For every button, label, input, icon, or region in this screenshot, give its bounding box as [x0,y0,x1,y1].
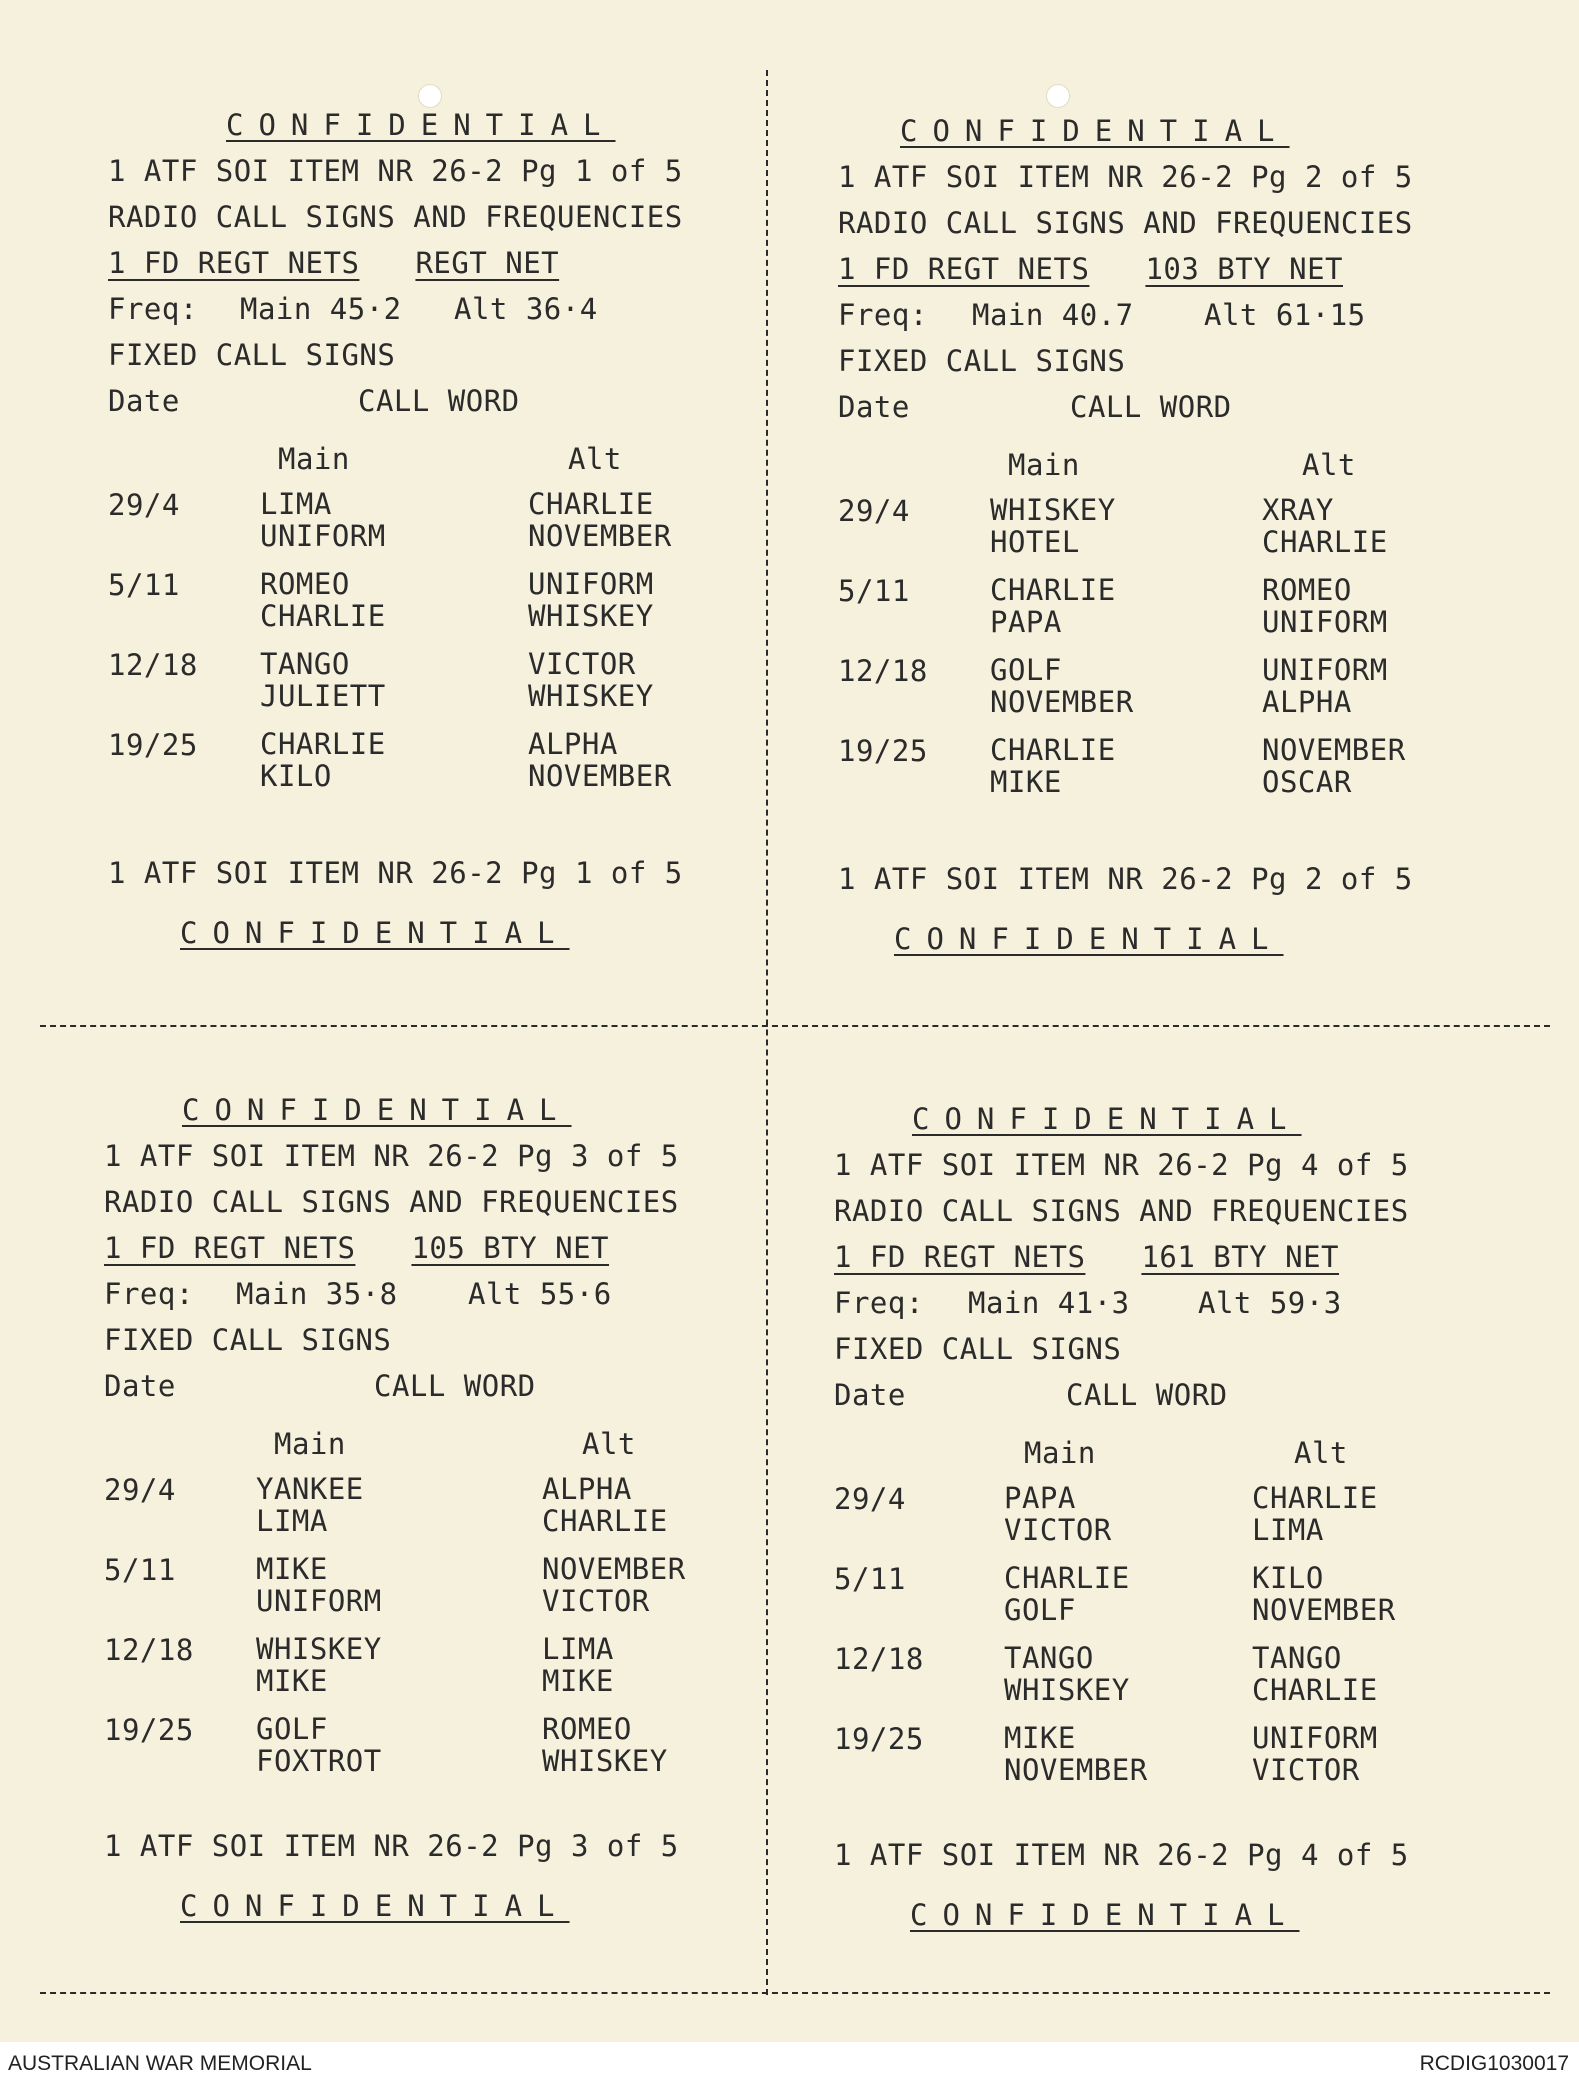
net-line [108,246,559,280]
record-id: RCDIG1030017 [1419,2052,1569,2075]
confidential-heading-bottom: CONFIDENTIAL [180,1889,570,1923]
date-cell: 29/4 [108,488,180,522]
page-title: RADIO CALL SIGNS AND FREQUENCIES [838,206,1413,240]
alt-call-cell: KILO NOVEMBER [1252,1561,1396,1627]
fixed-call-signs-label: FIXED CALL SIGNS [108,338,396,372]
confidential-heading-bottom: CONFIDENTIAL [894,922,1284,956]
table-row [834,1642,1514,1712]
alt-call-cell: LIMA MIKE [542,1632,614,1698]
net-name: 161 BTY NET [1141,1240,1339,1274]
table-row [838,734,1518,804]
freq-label: Freq: [108,292,198,326]
page-title: RADIO CALL SIGNS AND FREQUENCIES [104,1185,679,1219]
date-cell: 29/4 [838,494,910,528]
table-row [108,568,788,638]
table-row [108,488,788,558]
date-cell: 29/4 [104,1473,176,1507]
date-header: Date [834,1378,906,1412]
alt-header: Alt [1294,1436,1348,1470]
date-header: Date [108,384,180,418]
freq-label: Freq: [838,298,928,332]
net-name: 105 BTY NET [411,1231,609,1265]
table-row [104,1473,784,1543]
freq-alt: Alt 61·15 [1204,298,1366,332]
freq-main: Main 41·3 [968,1286,1130,1320]
call-word-header: CALL WORD [1066,1378,1228,1412]
net-line [838,252,1343,286]
table-row [834,1562,1514,1632]
main-call-cell: CHARLIE PAPA [990,573,1116,639]
table-row [834,1482,1514,1552]
soi-item-line-bottom: 1 ATF SOI ITEM NR 26-2 Pg 2 of 5 [838,862,1413,896]
main-header: Main [274,1427,346,1461]
main-call-cell: CHARLIE KILO [260,727,386,793]
soi-item-line-bottom: 1 ATF SOI ITEM NR 26-2 Pg 1 of 5 [108,856,683,890]
date-cell: 5/11 [104,1553,176,1587]
page-3-panel [104,1093,784,2033]
soi-item-line: 1 ATF SOI ITEM NR 26-2 Pg 3 of 5 [104,1139,679,1173]
table-row [104,1553,784,1623]
soi-item-line-bottom: 1 ATF SOI ITEM NR 26-2 Pg 4 of 5 [834,1838,1409,1872]
alt-call-cell: UNIFORM VICTOR [1252,1721,1378,1787]
confidential-heading-top: CONFIDENTIAL [182,1093,572,1127]
main-call-cell: CHARLIE MIKE [990,733,1116,799]
net-prefix: 1 FD REGT NETS [108,246,360,280]
date-cell: 5/11 [108,568,180,602]
freq-alt: Alt 55·6 [468,1277,612,1311]
date-cell: 12/18 [108,648,198,682]
alt-header: Alt [1302,448,1356,482]
date-cell: 19/25 [838,734,928,768]
alt-header: Alt [582,1427,636,1461]
alt-call-cell: TANGO CHARLIE [1252,1641,1378,1707]
main-header: Main [1008,448,1080,482]
soi-item-line: 1 ATF SOI ITEM NR 26-2 Pg 4 of 5 [834,1148,1409,1182]
date-cell: 5/11 [834,1562,906,1596]
freq-main: Main 45·2 [240,292,402,326]
date-cell: 19/25 [104,1713,194,1747]
table-row [838,574,1518,644]
main-call-cell: GOLF FOXTROT [256,1712,382,1778]
confidential-heading-top: CONFIDENTIAL [912,1102,1302,1136]
alt-call-cell: CHARLIE NOVEMBER [528,487,672,553]
main-header: Main [278,442,350,476]
call-word-header: CALL WORD [374,1369,536,1403]
date-cell: 12/18 [834,1642,924,1676]
alt-call-cell: ALPHA CHARLIE [542,1472,668,1538]
table-row [834,1722,1514,1792]
table-row [108,728,788,798]
main-call-cell: WHISKEY MIKE [256,1632,382,1698]
archive-footer [0,2048,1579,2082]
call-word-header: CALL WORD [358,384,520,418]
date-header: Date [838,390,910,424]
freq-label: Freq: [834,1286,924,1320]
fixed-call-signs-label: FIXED CALL SIGNS [834,1332,1122,1366]
page-title: RADIO CALL SIGNS AND FREQUENCIES [834,1194,1409,1228]
freq-main: Main 35·8 [236,1277,398,1311]
alt-call-cell: UNIFORM ALPHA [1262,653,1388,719]
page-4-panel [834,1102,1514,2042]
alt-call-cell: UNIFORM WHISKEY [528,567,654,633]
soi-item-line: 1 ATF SOI ITEM NR 26-2 Pg 2 of 5 [838,160,1413,194]
alt-call-cell: ALPHA NOVEMBER [528,727,672,793]
freq-alt: Alt 59·3 [1198,1286,1342,1320]
main-call-cell: TANGO WHISKEY [1004,1641,1130,1707]
date-cell: 12/18 [838,654,928,688]
main-call-cell: MIKE UNIFORM [256,1552,382,1618]
net-prefix: 1 FD REGT NETS [104,1231,356,1265]
fixed-call-signs-label: FIXED CALL SIGNS [104,1323,392,1357]
confidential-heading-top: CONFIDENTIAL [900,114,1290,148]
freq-main: Main 40.7 [972,298,1134,332]
net-name: 103 BTY NET [1145,252,1343,286]
net-prefix: 1 FD REGT NETS [838,252,1090,286]
punch-hole-left [418,84,442,108]
date-header: Date [104,1369,176,1403]
main-call-cell: YANKEE LIMA [256,1472,364,1538]
alt-call-cell: ROMEO UNIFORM [1262,573,1388,639]
freq-label: Freq: [104,1277,194,1311]
date-cell: 5/11 [838,574,910,608]
soi-item-line: 1 ATF SOI ITEM NR 26-2 Pg 1 of 5 [108,154,683,188]
date-cell: 29/4 [834,1482,906,1516]
table-row [104,1633,784,1703]
main-call-cell: MIKE NOVEMBER [1004,1721,1148,1787]
main-call-cell: TANGO JULIETT [260,647,386,713]
confidential-heading-bottom: CONFIDENTIAL [910,1898,1300,1932]
call-word-header: CALL WORD [1070,390,1232,424]
alt-call-cell: NOVEMBER OSCAR [1262,733,1406,799]
soi-item-line-bottom: 1 ATF SOI ITEM NR 26-2 Pg 3 of 5 [104,1829,679,1863]
archive-name: AUSTRALIAN WAR MEMORIAL [8,2052,312,2075]
main-call-cell: CHARLIE GOLF [1004,1561,1130,1627]
alt-call-cell: CHARLIE LIMA [1252,1481,1378,1547]
main-call-cell: PAPA VICTOR [1004,1481,1112,1547]
main-header: Main [1024,1436,1096,1470]
page-title: RADIO CALL SIGNS AND FREQUENCIES [108,200,683,234]
table-row [108,648,788,718]
main-call-cell: GOLF NOVEMBER [990,653,1134,719]
confidential-heading-top: CONFIDENTIAL [226,108,616,142]
alt-call-cell: XRAY CHARLIE [1262,493,1388,559]
alt-call-cell: NOVEMBER VICTOR [542,1552,686,1618]
main-call-cell: LIMA UNIFORM [260,487,386,553]
freq-alt: Alt 36·4 [454,292,598,326]
confidential-heading-bottom: CONFIDENTIAL [180,916,570,950]
table-row [104,1713,784,1783]
alt-call-cell: VICTOR WHISKEY [528,647,654,713]
net-line [104,1231,609,1265]
table-row [838,494,1518,564]
page-1-panel [108,108,788,1048]
date-cell: 12/18 [104,1633,194,1667]
alt-call-cell: ROMEO WHISKEY [542,1712,668,1778]
punch-hole-right [1046,84,1070,108]
main-call-cell: WHISKEY HOTEL [990,493,1116,559]
fixed-call-signs-label: FIXED CALL SIGNS [838,344,1126,378]
alt-header: Alt [568,442,622,476]
net-prefix: 1 FD REGT NETS [834,1240,1086,1274]
date-cell: 19/25 [108,728,198,762]
date-cell: 19/25 [834,1722,924,1756]
net-name: REGT NET [415,246,560,280]
table-row [838,654,1518,724]
net-line [834,1240,1339,1274]
page-2-panel [838,114,1518,1054]
main-call-cell: ROMEO CHARLIE [260,567,386,633]
